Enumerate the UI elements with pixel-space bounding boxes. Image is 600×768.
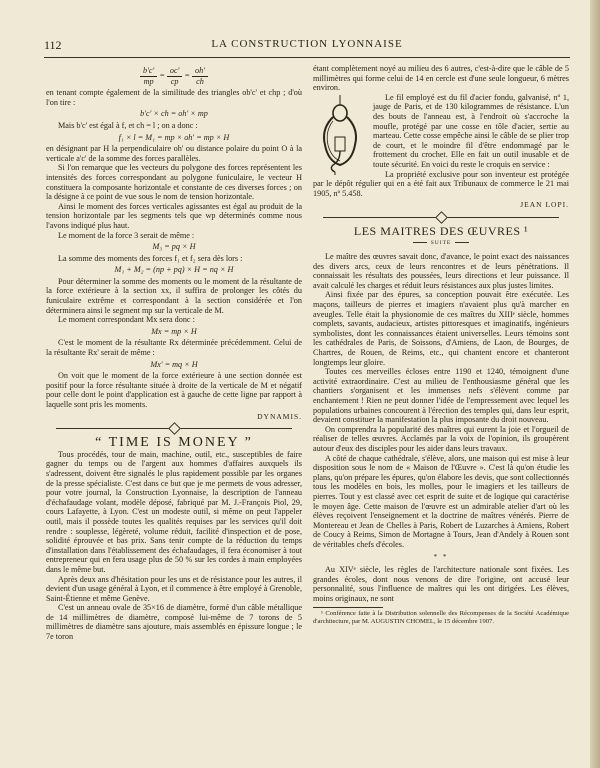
paragraph: Le fil employé est du fil d'acier fondu, galvanisé, nº 1, jauge de Paris, et de 130 kilogrammes de résistance. L'un des bouts de l'anneau est, à l'endroit où s'accroche la moufle, protégé par une cosse en tôle d'acier, sertie au marteau. Cette cosse empêche ainsi le câble de se plier trop de court, et le moindre fil d'être endommagé par le frottement du crochet. Elle en fait un outil inusable et de toute sécurité. En voici du reste le croquis en service : — [373, 92, 569, 169]
paragraph: Mais b'c' est égal à f, et ch = l ; on a donc : — [58, 120, 198, 130]
diamond-ornament-icon — [435, 211, 448, 224]
footnote: ¹ Conférence faite à la Distribution solennelle des Récompenses de la Société Académique d'architecture, par M. AUGUSTIN CHOMEL, le 15 décembre 1907. — [313, 610, 569, 626]
page-header — [44, 38, 570, 54]
paragraph: C'est un anneau ovale de 35×16 de diamètre, formé d'un câble métallique de 14 millimètres de diamètre, composé lui-même de 7 torons de 5 millimètres de diamètre sans ajouture, mais assemblés en épissure longue ; le 7e toron — [46, 603, 302, 642]
paragraph: C'est le moment de la résultante Rx déterminée précédemment. Celui de la résultante Rx' serait de même : — [46, 338, 302, 358]
footnote-rule — [313, 607, 383, 608]
paragraph: Le moment correspondant Mx sera donc : — [58, 315, 195, 325]
right-column — [313, 64, 569, 626]
paragraph: Le maître des œuvres savait donc, d'avance, le point exact des naissances des divers arcs, ceux de leurs rencontres et de leurs pénétrations. Il connaissait les résultats des poussées, leurs directions et leur puissance. Il avait calculé les charges et réduit leurs résistances aux plus justes limites. — [313, 252, 569, 290]
header-rule — [44, 57, 570, 58]
section-separator — [313, 213, 569, 221]
author-signature: JEAN LOPI. — [520, 200, 569, 210]
paragraph: Ainsi fixée par des épures, sa conception pouvait être exécutée. Les maçons, tailleurs de pierres et imagiers n'avaient plus qu'à marcher en aveugles. Telle était la physionomie de ces maîtres du XIIIᵉ siècle, hommes complets, savants, audacieux, artistes pittoresques et imaginatifs, ingénieurs symbolistes, dont les connaissances étaient universelles. Leurs témoins sont les cathédrales de Paris, de Soissons, d'Amiens, de Laon, de Bourges, de Chartres, de Rouen, de Reims, etc., qui chantent encore et chanteront longtemps leur gloire. — [313, 290, 569, 367]
paragraph: Pour déterminer la somme des moments ou le moment de la résultante de la force extérieure à la section xx, il suffira de prolonger les côtés du funiculaire extrême et correspondant à la section considérée et l'on déterminera ainsi le segment mp sur la verticale de M. — [46, 276, 302, 315]
diamond-ornament-icon — [168, 422, 181, 435]
article-title: LES MAITRES DES ŒUVRES ¹ — [353, 223, 529, 238]
journal-title: LA CONSTRUCTION LYONNAISE — [211, 38, 403, 50]
formula: M₃ = pq × H — [152, 242, 196, 252]
asterism-separator: * * — [433, 552, 449, 561]
page-binding-edge — [590, 0, 600, 768]
paragraph: Si l'on remarque que les vecteurs du polygone des forces représentent les intensités des forces correspondant au polygone funiculaire, le vecteur H constituera la composante horizontale et constante de ces diverses forces ; on la désigne à ce point de vue sous le nom de tension horizontale. — [46, 163, 302, 202]
section-separator — [46, 424, 302, 432]
formula: Mx' = mq × H — [150, 359, 198, 369]
paragraph: Au XIVᵉ siècle, les règles de l'architecture nationale sont fixées. Les grandes écoles, dont nous venons de dire l'origine, ont accusé leur personnalité, sous l'influence de maîtres qui les ont dirigées. Les élèves, moins originaux, ne sont — [313, 565, 569, 603]
formula: Mx = mp × H — [151, 326, 197, 336]
paragraph: Toutes ces merveilles écloses entre 1190 et 1240, témoignent d'une activité extraordinaire. C'est au milieu de l'enthousiasme général que les chantiers s'organisent et les immenses nefs s'élèvent comme par enchantement ! Rien ne peut donner l'idée de l'empressement avec lequel les populations urbaines concourent à l'érection des temples qui, dans leur esprit, devaient constituer la manifestation la plus imposante du droit nouveau. — [313, 367, 569, 425]
paragraph: Le moment de la force 3 serait de même : — [58, 230, 195, 240]
formula: f₁ × l = M₁ = mp × oh' = mp × H — [118, 132, 230, 142]
author-signature: DYNAMIS. — [257, 411, 302, 421]
paragraph: Tous procédés, tour de main, machine, outil, etc., susceptibles de faire gagner du temps ou de l'argent aux hommes d'affaires auxquels ils s'adressent, doivent être signalés le plus rapidement possible par les organes de la presse spécialiste. C'est dans ce but que je me permets de vous adresser, pour votre journal, la Construction Lyonnaise, la description de l'anneau d'échafaudage volant, modèle déposé, fabriqué par M. J.-François Piol, 29, cours Lafayette, à Lyon. C'est un modeste outil, si même on peut l'appeler outil, mais il possède toutes les qualités requises par les services qu'il doit rendre : souplesse, légèreté, volume réduit, facilité d'inspection et de pose, solidité éprouvée et bas prix. Sans tenir compte de la réduction du temps d'installation dans l'établissement des échafaudages, il fera économiser à tout entrepreneur qui en fera usage plus de 50 % sur les cordes à main employées dans le même but. — [46, 449, 302, 574]
suite-label: SUITE — [313, 239, 569, 249]
paragraph: La somme des moments des forces f₁ et f₂ sera dès lors : — [58, 253, 243, 263]
paragraph: en désignant par H la perpendiculaire oh' ou distance polaire du point O à la verticale a'c' de la somme des forces parallèles. — [46, 144, 302, 163]
article-title: “ TIME IS MONEY ” — [95, 435, 253, 451]
paragraph: étant complètement noyé au milieu des 6 autres, c'est-à-dire que le câble de 5 millimètres qui forme celui de 14 en cercle est d'une seule longueur, 6 mètres environ. — [313, 64, 569, 93]
paragraph: A côté de chaque cathédrale, s'élève, alors, une maison qui est mise à leur disposition sous le nom de « Maison de l'Œuvre ». C'est là qu'on étudie les plans, qu'on prépare les épures, qu'on élabore les devis, que sont collectionnés tous les modèles en bois, les molles, pour le imagiers et les tailleurs de pierres. Tout y est classé avec cet esprit de suite et de logique qui caractérise le moyen âge. Cette maison de l'œuvre est un admirable atelier d'art où les élèves reçoivent l'enseignement et la doctrine de maîtres vénérés. Pierre de Montereau et Jean de Chelles à Paris, Robert de Luzarches à Amiens, Robert de Coucy à Reims, Simon de Mortagne à Tours, Jean d'Andely à Rouen sont de véritables chefs d'écoles. — [313, 453, 569, 549]
paragraph: On voit que le moment de la force extérieure à une section donnée est positif pour la force résultante située à droite de la verticale de M et négatif pour celle dont le point d'application est à gauche de cette ligne par rapport à laquelle sont pris les moments. — [46, 371, 302, 409]
scaffold-ring-sketch-icon — [313, 95, 367, 175]
formula: M₁ + M₂ = (np + pq) × H = nq × H — [114, 265, 234, 275]
paragraph: La propriété exclusive pour son inventeur est protégée par le dépôt régulier qui en a été fait aux Tribunaux de commerce le 21 mai 1905, nº 5.458. — [313, 169, 569, 198]
formula: b'c' × ch = oh' × mp — [140, 109, 208, 119]
paragraph: Ainsi le moment des forces verticales agissantes est égal au produit de la tension horizontale par les segments tels que wp déterminés comme nous l'avons indiqué plus haut. — [46, 201, 302, 230]
paragraph: On comprendra la popularité des maîtres qui eurent la joie et l'orgueil de réaliser de telles œuvres. Acclamés par la voix de l'opinion, ils groupèrent autour d'eux des disciples pour les aider dans leurs travaux. — [313, 424, 569, 453]
formula-ratios: $\frac{b'c'}{mp}$ = $\frac{oc'}{cp}$ = $\frac{oh'}{ch}$ — [46, 66, 302, 86]
left-column — [46, 64, 302, 642]
page-number: 112 — [44, 38, 62, 52]
paragraph: Après deux ans d'hésitation pour les uns et de résistance pour les autres, il devient d'un usage général à Lyon, et il commence à être employé à Grenoble, Saint-Étienne et même Genève. — [46, 574, 302, 603]
paragraph: en tenant compte également de la similitude des triangles ob'c' et chp ; d'où l'on tire : — [46, 88, 302, 107]
